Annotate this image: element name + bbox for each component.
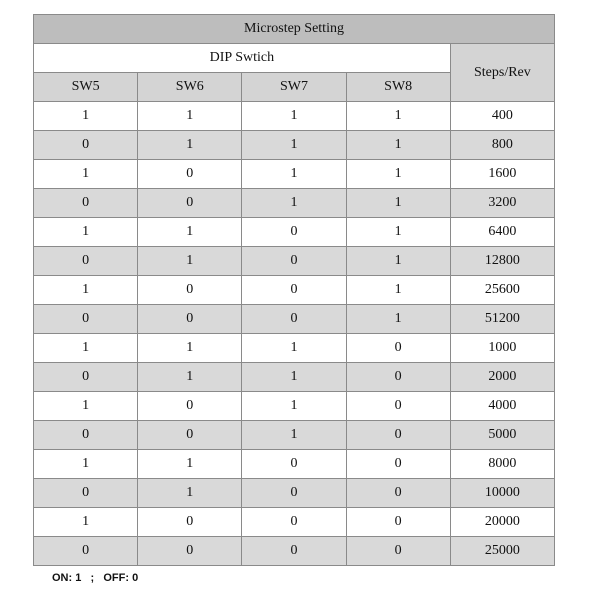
table-row: [34, 131, 555, 160]
cell-sw8: 0: [346, 537, 450, 566]
table-row: [34, 102, 555, 131]
dip-switch-group-header: DIP Swtich: [34, 44, 451, 73]
table-row: [34, 508, 555, 537]
cell-sw5: 1: [34, 392, 138, 421]
legend-off: OFF: 0: [103, 572, 139, 584]
cell-sw6: 0: [138, 537, 242, 566]
cell-sw7: 0: [242, 247, 346, 276]
cell-sw6: 0: [138, 160, 242, 189]
cell-sw5: 1: [34, 450, 138, 479]
cell-sw8: 1: [346, 305, 450, 334]
cell-sw8: 1: [346, 160, 450, 189]
cell-sw6: 1: [138, 247, 242, 276]
cell-steps-rev: 3200: [450, 189, 554, 218]
cell-sw8: 0: [346, 363, 450, 392]
cell-sw5: 1: [34, 508, 138, 537]
cell-sw6: 0: [138, 305, 242, 334]
cell-sw6: 1: [138, 102, 242, 131]
cell-sw6: 1: [138, 218, 242, 247]
cell-sw7: 1: [242, 160, 346, 189]
cell-sw8: 0: [346, 334, 450, 363]
cell-steps-rev: 10000: [450, 479, 554, 508]
group-header-row: [34, 44, 555, 73]
table-row: [34, 189, 555, 218]
cell-sw7: 1: [242, 102, 346, 131]
table-title: Microstep Setting: [34, 15, 555, 44]
cell-sw8: 1: [346, 276, 450, 305]
cell-sw6: 1: [138, 450, 242, 479]
table-row: [34, 479, 555, 508]
cell-sw7: 0: [242, 479, 346, 508]
cell-sw6: 0: [138, 392, 242, 421]
cell-sw8: 0: [346, 450, 450, 479]
cell-steps-rev: 1000: [450, 334, 554, 363]
cell-sw5: 1: [34, 218, 138, 247]
table-row: [34, 160, 555, 189]
cell-sw6: 0: [138, 421, 242, 450]
cell-sw5: 0: [34, 421, 138, 450]
legend-separator: ;: [90, 572, 95, 584]
cell-steps-rev: 6400: [450, 218, 554, 247]
cell-sw8: 1: [346, 102, 450, 131]
cell-steps-rev: 800: [450, 131, 554, 160]
cell-sw5: 0: [34, 189, 138, 218]
table-row: [34, 247, 555, 276]
cell-sw7: 1: [242, 131, 346, 160]
table-row: [34, 537, 555, 566]
cell-sw6: 1: [138, 131, 242, 160]
cell-steps-rev: 1600: [450, 160, 554, 189]
cell-sw7: 1: [242, 189, 346, 218]
table-row: [34, 392, 555, 421]
cell-sw7: 0: [242, 508, 346, 537]
cell-sw8: 0: [346, 392, 450, 421]
cell-sw5: 0: [34, 363, 138, 392]
legend-on: ON: 1: [52, 572, 82, 584]
table-row: [34, 334, 555, 363]
column-header-sw5: SW5: [34, 73, 138, 102]
cell-sw7: 0: [242, 450, 346, 479]
cell-sw8: 0: [346, 479, 450, 508]
cell-sw8: 1: [346, 247, 450, 276]
cell-sw8: 0: [346, 508, 450, 537]
cell-sw6: 1: [138, 479, 242, 508]
column-header-sw8: SW8: [346, 73, 450, 102]
column-header-sw7: SW7: [242, 73, 346, 102]
microstep-table-container: [33, 14, 555, 566]
microstep-table: [33, 14, 555, 566]
cell-steps-rev: 8000: [450, 450, 554, 479]
table-row: [34, 450, 555, 479]
table-row: [34, 421, 555, 450]
cell-sw5: 1: [34, 334, 138, 363]
cell-sw5: 0: [34, 247, 138, 276]
cell-sw5: 0: [34, 479, 138, 508]
cell-sw8: 1: [346, 131, 450, 160]
cell-sw6: 0: [138, 189, 242, 218]
cell-steps-rev: 400: [450, 102, 554, 131]
cell-sw5: 0: [34, 537, 138, 566]
cell-sw7: 0: [242, 218, 346, 247]
cell-sw5: 0: [34, 305, 138, 334]
column-header-sw6: SW6: [138, 73, 242, 102]
cell-steps-rev: 51200: [450, 305, 554, 334]
cell-sw6: 0: [138, 276, 242, 305]
on-off-legend: [52, 572, 138, 584]
cell-steps-rev: 25600: [450, 276, 554, 305]
cell-steps-rev: 5000: [450, 421, 554, 450]
cell-steps-rev: 4000: [450, 392, 554, 421]
table-row: [34, 218, 555, 247]
cell-sw8: 1: [346, 218, 450, 247]
cell-sw7: 1: [242, 334, 346, 363]
steps-rev-header: Steps/Rev: [450, 44, 554, 102]
cell-steps-rev: 25000: [450, 537, 554, 566]
cell-sw7: 0: [242, 537, 346, 566]
table-body: [34, 102, 555, 566]
cell-sw6: 1: [138, 334, 242, 363]
table-title-row: [34, 15, 555, 44]
cell-sw8: 0: [346, 421, 450, 450]
cell-sw7: 1: [242, 363, 346, 392]
table-row: [34, 276, 555, 305]
cell-sw5: 0: [34, 131, 138, 160]
cell-steps-rev: 12800: [450, 247, 554, 276]
cell-sw7: 0: [242, 276, 346, 305]
cell-sw5: 1: [34, 160, 138, 189]
table-row: [34, 363, 555, 392]
cell-sw7: 1: [242, 421, 346, 450]
cell-sw8: 1: [346, 189, 450, 218]
cell-steps-rev: 20000: [450, 508, 554, 537]
cell-sw7: 1: [242, 392, 346, 421]
cell-sw6: 0: [138, 508, 242, 537]
cell-steps-rev: 2000: [450, 363, 554, 392]
table-row: [34, 305, 555, 334]
cell-sw7: 0: [242, 305, 346, 334]
cell-sw6: 1: [138, 363, 242, 392]
cell-sw5: 1: [34, 102, 138, 131]
cell-sw5: 1: [34, 276, 138, 305]
